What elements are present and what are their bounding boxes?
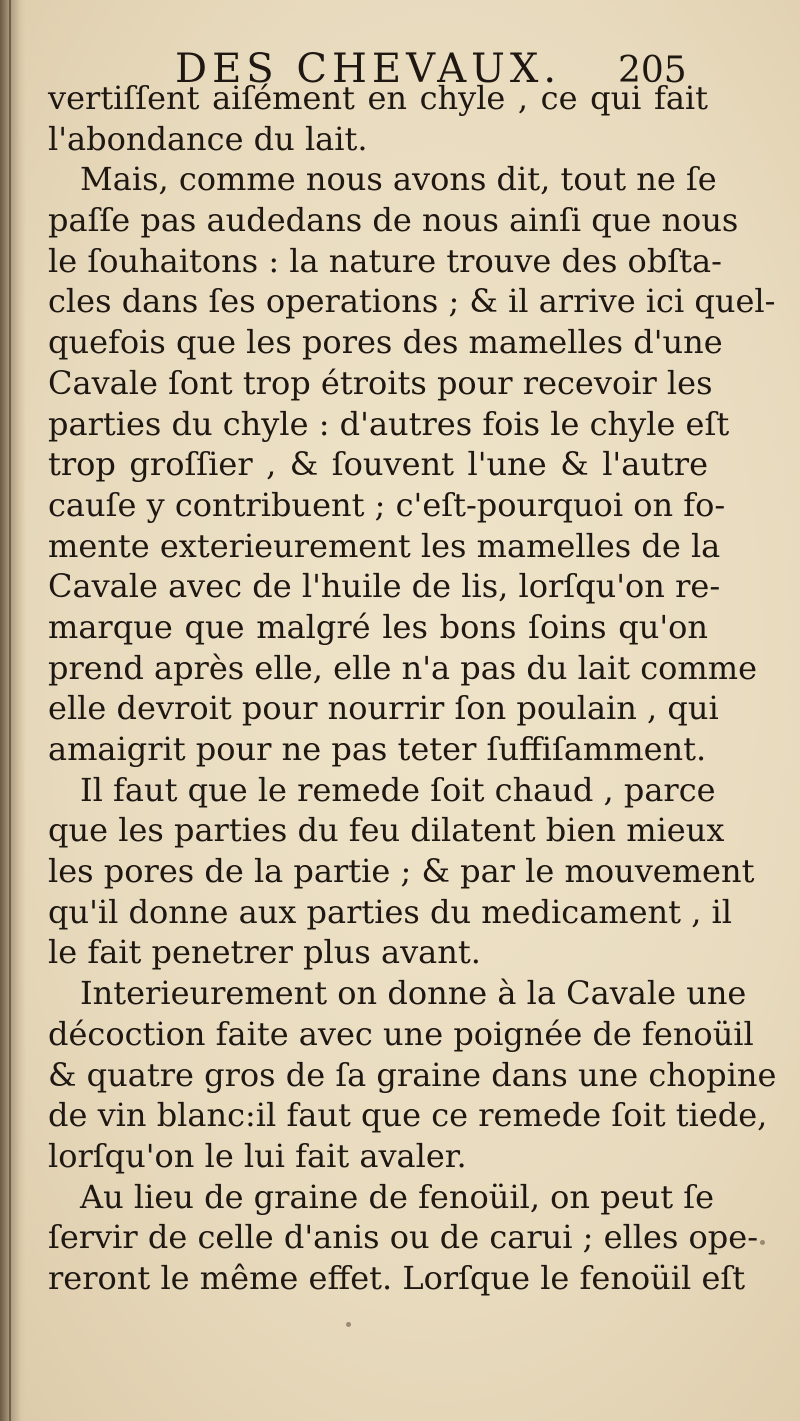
text-line: de vin blanc:il faut que ce remede ſoit tiede, [48, 1096, 768, 1135]
text-line: marque que malgré les bons ſoins qu'on [48, 607, 708, 646]
text-line: l'abondance du lait. [48, 119, 368, 158]
book-gutter [0, 0, 26, 1421]
text-line: vertiſſent aiſément en chyle , ce qui fait [48, 79, 708, 117]
text-line: & quatre gros de ſa graine dans une chopine [48, 1055, 777, 1094]
text-line: Interieurement on donne à la Cavale une [80, 974, 747, 1013]
running-title: DES CHEVAUX. [175, 46, 562, 92]
gutter-edge [9, 0, 11, 1421]
text-line: prend après elle, elle n'a pas du lait comme [48, 648, 758, 687]
text-line: mente exterieurement les mamelles de la [48, 526, 721, 565]
text-line: Mais, comme nous avons dit, tout ne ſe [80, 160, 717, 199]
text-line: paſſe pas audedans de nous ainſi que nous [48, 201, 739, 240]
text-line: cauſe y contribuent ; c'eſt-pourquoi on fo- [48, 485, 726, 524]
text-line: que les parties du feu dilatent bien mieux [48, 811, 725, 850]
paper-speck [760, 1240, 765, 1245]
text-line: elle devroit pour nourrir ſon poulain , qui [48, 689, 719, 728]
text-line: les pores de la partie ; & par le mouvement [48, 852, 755, 891]
page-number: 205 [618, 50, 687, 91]
text-line: trop groſſier , & ſouvent l'une & l'autre [48, 445, 708, 484]
text-line: reront le même effet. Lorſque le fenoüil eſt [48, 1258, 746, 1297]
text-line: qu'il donne aux parties du medicament , il [48, 892, 732, 931]
paper-speck [346, 1322, 351, 1327]
text-line: amaigrit pour ne pas teter ſuffiſamment. [48, 730, 707, 768]
text-line: cles dans ſes operations ; & il arrive ici quel- [48, 282, 776, 321]
text-line: Cavale avec de l'huile de lis, lorſqu'on re- [48, 567, 721, 606]
text-line: le ſouhaitons : la nature trouve des obſta- [48, 241, 722, 280]
text-line: Il faut que le remede ſoit chaud , parce [80, 770, 716, 809]
body-text [48, 78, 777, 1299]
text-line: lorſqu'on le lui fait avaler. [48, 1136, 467, 1175]
text-line: le fait penetrer plus avant. [48, 933, 481, 972]
text-line: Cavale ſont trop étroits pour recevoir les [48, 363, 713, 402]
text-line: décoction faite avec une poignée de fenoüil [48, 1014, 754, 1053]
text-line: parties du chyle : d'autres fois le chyle eſt [48, 404, 730, 443]
text-line: quefois que les pores des mamelles d'une [48, 323, 723, 362]
text-line: Au lieu de graine de fenoüil, on peut ſe [80, 1177, 715, 1216]
text-line: ſervir de celle d'anis ou de carui ; elles ope- [48, 1218, 759, 1257]
